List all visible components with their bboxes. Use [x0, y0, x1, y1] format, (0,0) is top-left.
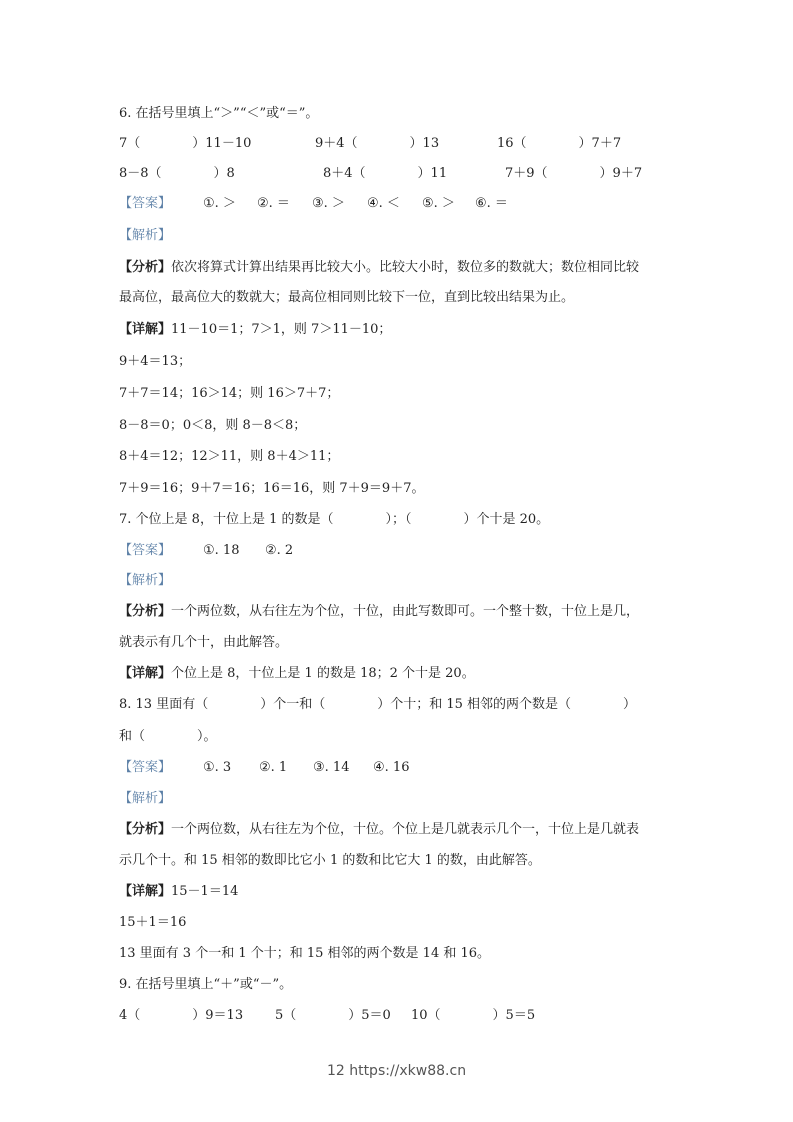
q8-xiangjie-line1 [119, 884, 238, 900]
q8-title-line1: 8. 13 里面有（ ）个一和（ ）个十；和 15 相邻的两个数是（ ） [119, 697, 637, 712]
answer-1: ①. 18 [203, 543, 240, 558]
q8-fenxi-line1 [119, 822, 639, 838]
q9-item-1: 4（ ）9＝13 [119, 1008, 244, 1023]
xiangjie-label: 【详解】 [119, 884, 172, 899]
q6-item-2: 9＋4（ ）13 [315, 136, 440, 151]
answer-3: ③. 14 [313, 760, 350, 775]
q7-xiangjie-line1 [119, 666, 475, 682]
q6-item-5: 8＋4（ ）11 [323, 166, 448, 181]
q7-fenxi-line2: 就表示有几个十，由此解答。 [119, 635, 289, 650]
q7-title: 7. 个位上是 8，十位上是 1 的数是（ ）；（ ）个十是 20。 [119, 512, 550, 527]
q6-item-3: 16（ ）7＋7 [497, 136, 622, 151]
fenxi-label: 【分析】 [119, 822, 172, 837]
q9-item-2: 5（ ）5＝0 [275, 1008, 391, 1023]
q6-item-4: 8－8（ ）8 [119, 166, 235, 181]
q6-detail-line: 9＋4＝13； [119, 354, 192, 369]
fenxi-text: 依次将算式计算出结果再比较大小。比较大小时，数位多的数就大；数位相同比较 [171, 260, 640, 275]
q6-fenxi-line2: 最高位，最高位大的数就大；最高位相同则比较下一位，直到比较出结果为止。 [119, 290, 575, 305]
page-footer: 12 https://xkw88.cn [326, 1063, 467, 1079]
q9-title: 9. 在括号里填上“＋”或“－”。 [119, 977, 293, 992]
analysis-label: 【解析】 [119, 791, 172, 806]
q8-detail-line: 13 里面有 3 个一和 1 个十；和 15 相邻的两个数是 14 和 16。 [119, 946, 491, 961]
answer-2: ②. 1 [259, 760, 288, 775]
q6-detail-line: 8－8＝0；0＜8，则 8－8＜8； [119, 418, 307, 433]
answer-4: ④. ＜ [367, 196, 400, 211]
fenxi-text: 一个两位数，从右往左为个位，十位。个位上是几就表示几个一，十位上是几就表 [171, 822, 640, 837]
xiangjie-label: 【详解】 [119, 666, 172, 681]
answer-3: ③. ＞ [312, 196, 345, 211]
q9-item-3: 10（ ）5＝5 [411, 1008, 536, 1023]
q8-fenxi-line2: 示几个十。和 15 相邻的数即比它小 1 的数和比它大 1 的数，由此解答。 [119, 853, 541, 868]
answer-1: ①. 3 [203, 760, 232, 775]
fenxi-label: 【分析】 [119, 260, 172, 275]
q8-detail-line: 15＋1＝16 [119, 915, 187, 930]
analysis-label: 【解析】 [119, 228, 172, 243]
analysis-label: 【解析】 [119, 573, 172, 588]
xiangjie-text: 15－1＝14 [171, 884, 239, 899]
q6-item-1: 7（ ）11－10 [119, 136, 252, 151]
q6-detail-line: 7＋9＝16；9＋7＝16；16＝16，则 7＋9＝9＋7。 [119, 481, 425, 496]
q6-detail-line: 7＋7＝14；16＞14；则 16＞7＋7； [119, 386, 340, 401]
xiangjie-text: 11－10＝1；7＞1，则 7＞11－10； [171, 322, 392, 337]
xiangjie-label: 【详解】 [119, 322, 172, 337]
fenxi-label: 【分析】 [119, 604, 172, 619]
answer-5: ⑤. ＞ [422, 196, 455, 211]
q7-fenxi-line1 [119, 604, 639, 620]
fenxi-text: 一个两位数，从右往左为个位，十位，由此写数即可。一个整十数，十位上是几， [171, 604, 640, 619]
answer-label: 【答案】 [119, 760, 172, 775]
q6-title: 6. 在括号里填上“＞”“＜”或“＝”。 [119, 106, 319, 121]
answer-2: ②. 2 [265, 543, 294, 558]
answer-1: ①. ＞ [203, 196, 236, 211]
answer-6: ⑥. ＝ [475, 196, 508, 211]
q6-detail-line: 8＋4＝12；12＞11，则 8＋4＞11； [119, 449, 340, 464]
q6-fenxi-line1 [119, 260, 639, 276]
q6-item-6: 7＋9（ ）9＋7 [505, 166, 643, 181]
q8-title-line2: 和（ ）。 [119, 729, 217, 744]
answer-label: 【答案】 [119, 543, 172, 558]
q6-xiangjie-line1 [119, 322, 391, 338]
answer-4: ④. 16 [373, 760, 410, 775]
xiangjie-text: 个位上是 8，十位上是 1 的数是 18；2 个十是 20。 [171, 666, 475, 681]
answer-2: ②. ＝ [257, 196, 290, 211]
answer-label: 【答案】 [119, 196, 172, 211]
